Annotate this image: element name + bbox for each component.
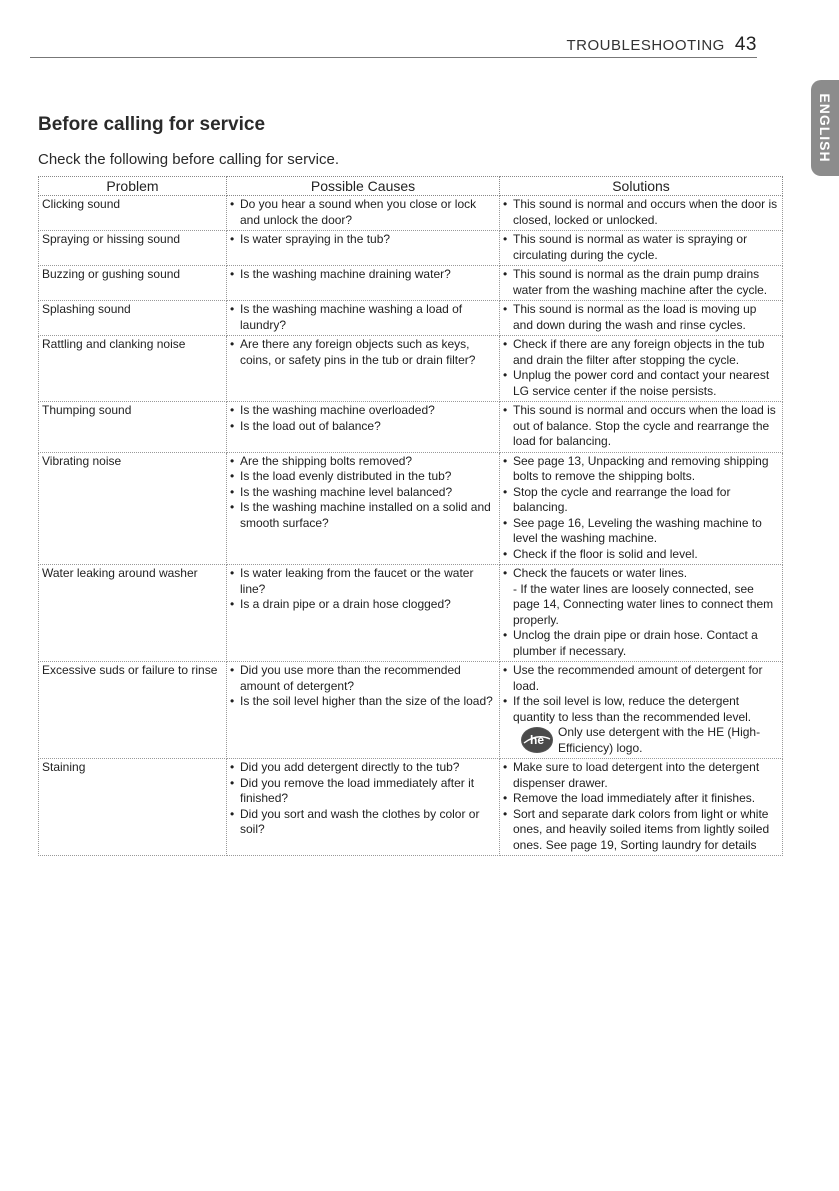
cause-item: • Did you add detergent directly to the tub? <box>230 760 496 776</box>
causes-cell <box>227 266 500 301</box>
cause-item: • Did you use more than the recommended amount of detergent? <box>230 663 496 694</box>
solutions-cell <box>500 759 783 856</box>
solution-item: • See page 16, Leveling the washing machine to level the washing machine. <box>503 516 779 547</box>
solution-item: • Stop the cycle and rearrange the load for balancing. <box>503 485 779 516</box>
solutions-cell <box>500 452 783 565</box>
cause-item: • Do you hear a sound when you close or lock and unlock the door? <box>230 197 496 228</box>
header-causes: Possible Causes <box>227 177 500 196</box>
cause-item: • Is the soil level higher than the size of the load? <box>230 694 496 710</box>
solutions-cell <box>500 336 783 402</box>
causes-cell <box>227 662 500 759</box>
header-rule <box>30 57 757 58</box>
table-row <box>39 452 783 565</box>
solution-item: • If the soil level is low, reduce the detergent quantity to less than the recommended level. <box>503 694 779 725</box>
solution-item: • Unclog the drain pipe or drain hose. Contact a plumber if necessary. <box>503 628 779 659</box>
problem-cell: Clicking sound <box>39 196 227 231</box>
table-row <box>39 336 783 402</box>
problem-cell: Water leaking around washer <box>39 565 227 662</box>
solutions-cell <box>500 231 783 266</box>
page-number: 43 <box>734 34 757 55</box>
table-row <box>39 402 783 453</box>
he-note <box>503 725 779 756</box>
solution-item: • This sound is normal and occurs when the door is closed, locked or unlocked. <box>503 197 779 228</box>
cause-item: • Is the load out of balance? <box>230 419 496 435</box>
table-row <box>39 301 783 336</box>
solution-item: • This sound is normal as the drain pump drains water from the washing machine after the cycle. <box>503 267 779 298</box>
cause-item: • Is a drain pipe or a drain hose clogged? <box>230 597 496 613</box>
problem-cell: Rattling and clanking noise <box>39 336 227 402</box>
he-logo-icon <box>521 727 553 753</box>
cause-item: • Are the shipping bolts removed? <box>230 454 496 470</box>
cause-item: • Is the washing machine level balanced? <box>230 485 496 501</box>
cause-item: • Did you remove the load immediately after it finished? <box>230 776 496 807</box>
solutions-cell <box>500 565 783 662</box>
causes-cell <box>227 336 500 402</box>
cause-item: • Is the washing machine overloaded? <box>230 403 496 419</box>
solutions-cell <box>500 662 783 759</box>
causes-cell <box>227 196 500 231</box>
causes-cell <box>227 565 500 662</box>
table-row <box>39 565 783 662</box>
cause-item: • Is the washing machine washing a load of laundry? <box>230 302 496 333</box>
troubleshooting-table <box>38 176 783 856</box>
running-header <box>567 34 758 56</box>
solution-item: • See page 13, Unpacking and removing shipping bolts to remove the shipping bolts. <box>503 454 779 485</box>
language-label: ENGLISH <box>817 93 833 163</box>
causes-cell <box>227 402 500 453</box>
intro-text: Check the following before calling for service. <box>38 151 339 168</box>
problem-cell: Staining <box>39 759 227 856</box>
cause-item: • Is water spraying in the tub? <box>230 232 496 248</box>
causes-cell <box>227 452 500 565</box>
table-header-row <box>39 177 783 196</box>
cause-item: • Did you sort and wash the clothes by color or soil? <box>230 807 496 838</box>
solution-item: • Sort and separate dark colors from light or white ones, and heavily soiled items from lightly soiled ones. See page 19, Sorting laundry for details <box>503 807 779 854</box>
solution-item: • Use the recommended amount of detergent for load. <box>503 663 779 694</box>
solution-item: • Unplug the power cord and contact your nearest LG service center if the noise persists. <box>503 368 779 399</box>
he-logo-text: he <box>529 733 545 747</box>
solution-item: • This sound is normal as water is spraying or circulating during the cycle. <box>503 232 779 263</box>
table-row <box>39 196 783 231</box>
solution-item: • Check if the floor is solid and level. <box>503 547 779 563</box>
solution-sub-item: - If the water lines are loosely connected, see page 14, Connecting water lines to connect them properly. <box>513 581 774 627</box>
causes-cell <box>227 759 500 856</box>
solutions-cell <box>500 402 783 453</box>
language-tab <box>811 80 839 176</box>
cause-item: • Is the washing machine draining water? <box>230 267 496 283</box>
he-note-text: Only use detergent with the HE (High-Efficiency) logo. <box>558 725 761 755</box>
table-row <box>39 231 783 266</box>
table-row <box>39 266 783 301</box>
causes-cell <box>227 231 500 266</box>
solution-item: • This sound is normal and occurs when the load is out of balance. Stop the cycle and rearrange the load for balancing. <box>503 403 779 450</box>
solutions-cell <box>500 301 783 336</box>
cause-item: • Is the washing machine installed on a solid and smooth surface? <box>230 500 496 531</box>
problem-cell: Vibrating noise <box>39 452 227 565</box>
problem-cell: Splashing sound <box>39 301 227 336</box>
causes-cell <box>227 301 500 336</box>
solutions-cell <box>500 196 783 231</box>
problem-cell: Excessive suds or failure to rinse <box>39 662 227 759</box>
cause-item: • Is the load evenly distributed in the tub? <box>230 469 496 485</box>
page-title: Before calling for service <box>38 114 266 135</box>
solution-item: • Check the faucets or water lines. <box>503 566 779 582</box>
solution-item: • This sound is normal as the load is moving up and down during the wash and rinse cycles. <box>503 302 779 333</box>
problem-cell: Spraying or hissing sound <box>39 231 227 266</box>
cause-item: • Is water leaking from the faucet or the water line? <box>230 566 496 597</box>
solutions-cell <box>500 266 783 301</box>
problem-cell: Thumping sound <box>39 402 227 453</box>
solution-item: • Make sure to load detergent into the detergent dispenser drawer. <box>503 760 779 791</box>
table-row <box>39 759 783 856</box>
header-solutions: Solutions <box>500 177 783 196</box>
section-name: TROUBLESHOOTING <box>566 37 725 54</box>
solution-item: • Remove the load immediately after it finishes. <box>503 791 779 807</box>
cause-item: • Are there any foreign objects such as keys, coins, or safety pins in the tub or drain filter? <box>230 337 496 368</box>
problem-cell: Buzzing or gushing sound <box>39 266 227 301</box>
table-row <box>39 662 783 759</box>
header-problem: Problem <box>39 177 227 196</box>
solution-item: • Check if there are any foreign objects in the tub and drain the filter after stopping the cycle. <box>503 337 779 368</box>
